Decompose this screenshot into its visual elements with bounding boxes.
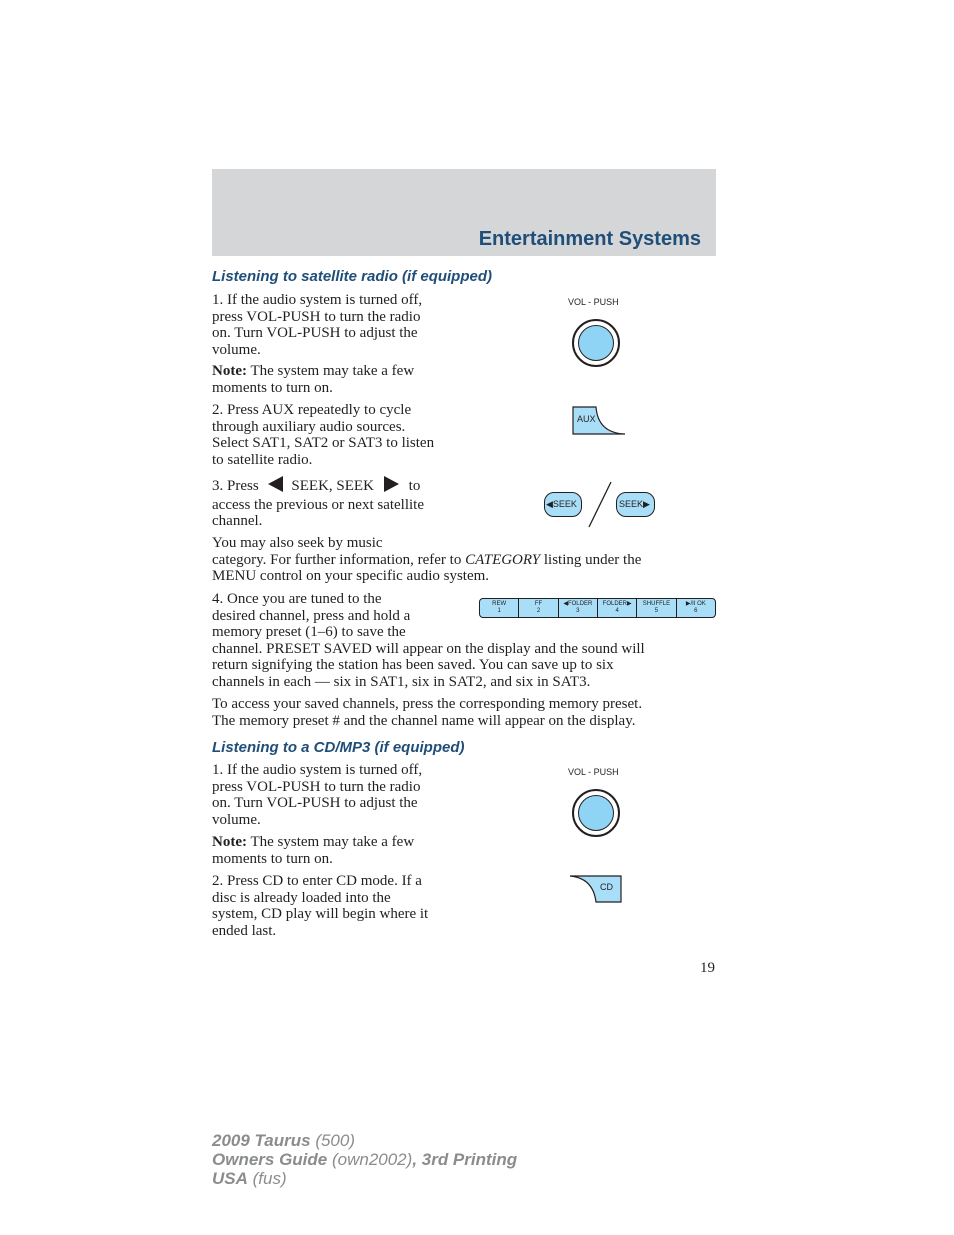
- preset-button-6: [677, 599, 715, 617]
- text-line: moments to turn on.: [212, 850, 333, 867]
- step3-seek: SEEK, SEEK: [291, 478, 374, 494]
- text-line: [212, 476, 424, 495]
- sat-step-2: [212, 402, 434, 468]
- preset-button-2: [519, 599, 558, 617]
- note-label: Note:: [212, 363, 247, 379]
- text-line: on. Turn VOL-PUSH to adjust the: [212, 325, 418, 341]
- preset-label: FF: [534, 601, 543, 607]
- step3-to: to: [408, 478, 421, 494]
- text-line: press VOL-PUSH to turn the radio: [212, 778, 421, 795]
- knob-face: [578, 795, 614, 831]
- vol-push-knob: [572, 319, 620, 367]
- footer-printing: , 3rd Printing: [412, 1150, 518, 1169]
- preset-label: SHUFFLE: [642, 601, 671, 607]
- section-title: Entertainment Systems: [478, 228, 701, 250]
- text-line: volume.: [212, 341, 261, 358]
- cd-label: CD: [600, 882, 613, 892]
- seek-divider: [586, 480, 614, 530]
- preset-number: 1: [497, 608, 501, 614]
- preset-button-3: [559, 599, 598, 617]
- preset-number: 6: [694, 608, 698, 614]
- memory-preset-bar: [479, 598, 716, 618]
- page-number: 19: [700, 960, 715, 976]
- text-line: Select SAT1, SAT2 or SAT3 to listen: [212, 435, 435, 451]
- cd-step-2: [212, 873, 428, 939]
- knob-face: [578, 325, 614, 361]
- text-line: ended last.: [212, 922, 277, 939]
- seek-left-label: ◀SEEK: [546, 499, 577, 509]
- cd-note: [212, 834, 414, 867]
- footer-line: [212, 1150, 517, 1169]
- text-span: category. For further information, refer to: [212, 551, 466, 568]
- text-line: MENU control on your specific audio system.: [212, 568, 490, 584]
- category-term: CATEGORY: [465, 551, 541, 568]
- preset-number: 3: [576, 608, 580, 614]
- access-presets-paragraph: [212, 696, 642, 729]
- preset-label: REW: [492, 601, 507, 607]
- text-line: on. Turn VOL-PUSH to adjust the: [212, 795, 418, 811]
- aux-label: AUX: [577, 414, 596, 424]
- footer-line: [212, 1131, 517, 1150]
- footer-guide-code: (own2002): [327, 1150, 413, 1169]
- text-span: listing under the: [540, 551, 642, 568]
- seek-right-triangle-icon: [384, 476, 399, 492]
- text-line: to satellite radio.: [212, 451, 313, 468]
- preset-label: ▶/II OK: [685, 601, 706, 607]
- footer-market-code: (fus): [247, 1169, 287, 1188]
- text-line: access the previous or next satellite: [212, 496, 425, 513]
- text-line: disc is already loaded into the: [212, 889, 391, 906]
- text-line: system, CD play will begin where it: [212, 906, 429, 922]
- text-line: memory preset (1–6) to save the: [212, 624, 406, 640]
- text-line: desired channel, press and hold a: [212, 607, 411, 624]
- cd-step-1: [212, 762, 422, 828]
- text-line: channels in each — six in SAT1, six in SAT2, and six in SAT3.: [212, 673, 591, 690]
- text-line: volume.: [212, 811, 261, 828]
- preset-label: ◀FOLDER: [563, 601, 593, 607]
- footer-model: 2009 Taurus: [212, 1131, 311, 1150]
- seek-left-triangle-icon: [268, 476, 283, 492]
- cd-button: [568, 874, 624, 904]
- sat-step-3: [212, 476, 424, 530]
- text-line: 1. If the audio system is turned off,: [212, 762, 423, 778]
- vol-push-label: VOL - PUSH: [568, 767, 619, 777]
- sat-note: [212, 363, 414, 396]
- text-line: 2. Press CD to enter CD mode. If a: [212, 873, 422, 889]
- preset-number: 2: [536, 608, 541, 614]
- vol-push-knob: [572, 789, 620, 837]
- preset-label: FOLDER▶: [602, 601, 632, 607]
- section-header-band: [212, 169, 716, 256]
- text-line: You may also seek by music: [212, 535, 383, 551]
- text-line: return signifying the station has been saved. You can save up to six: [212, 657, 614, 673]
- text-line: channel.: [212, 513, 263, 529]
- text-line: press VOL-PUSH to turn the radio: [212, 308, 421, 325]
- preset-button-1: [480, 599, 519, 617]
- document-footer: [212, 1131, 517, 1188]
- text-line: [212, 552, 641, 569]
- text-line: [212, 834, 414, 851]
- vol-push-label: VOL - PUSH: [568, 297, 619, 307]
- text-line: 2. Press AUX repeatedly to cycle: [212, 402, 412, 418]
- cd-button-shape: [570, 876, 621, 902]
- text-line: [212, 363, 414, 380]
- note-label: Note:: [212, 834, 247, 850]
- seek-category-paragraph: [212, 535, 641, 585]
- seek-right-label: SEEK▶: [619, 499, 650, 509]
- preset-button-4: [598, 599, 637, 617]
- heading-cd-mp3: Listening to a CD/MP3 (if equipped): [212, 739, 465, 756]
- text-line: channel. PRESET SAVED will appear on the display and the sound will: [212, 640, 645, 657]
- text-line: moments to turn on.: [212, 379, 333, 396]
- text-line: 1. If the audio system is turned off,: [212, 292, 423, 308]
- step3-press: 3. Press: [212, 478, 259, 494]
- footer-model-code: (500): [310, 1131, 356, 1150]
- note-text: The system may take a few: [246, 363, 415, 379]
- text-line: 4. Once you are tuned to the: [212, 591, 382, 607]
- sat-step-1: [212, 292, 422, 358]
- note-text: The system may take a few: [246, 834, 415, 850]
- preset-number: 5: [654, 608, 659, 614]
- footer-line: [212, 1169, 517, 1188]
- heading-satellite-radio: Listening to satellite radio (if equipped): [212, 268, 493, 285]
- footer-guide: Owners Guide: [212, 1150, 328, 1169]
- text-line: To access your saved channels, press the corresponding memory preset.: [212, 696, 643, 712]
- preset-number: 4: [615, 608, 619, 614]
- text-line: through auxiliary audio sources.: [212, 418, 406, 435]
- text-line: The memory preset # and the channel name will appear on the display.: [212, 712, 636, 729]
- footer-market: USA: [212, 1169, 248, 1188]
- preset-button-5: [637, 599, 676, 617]
